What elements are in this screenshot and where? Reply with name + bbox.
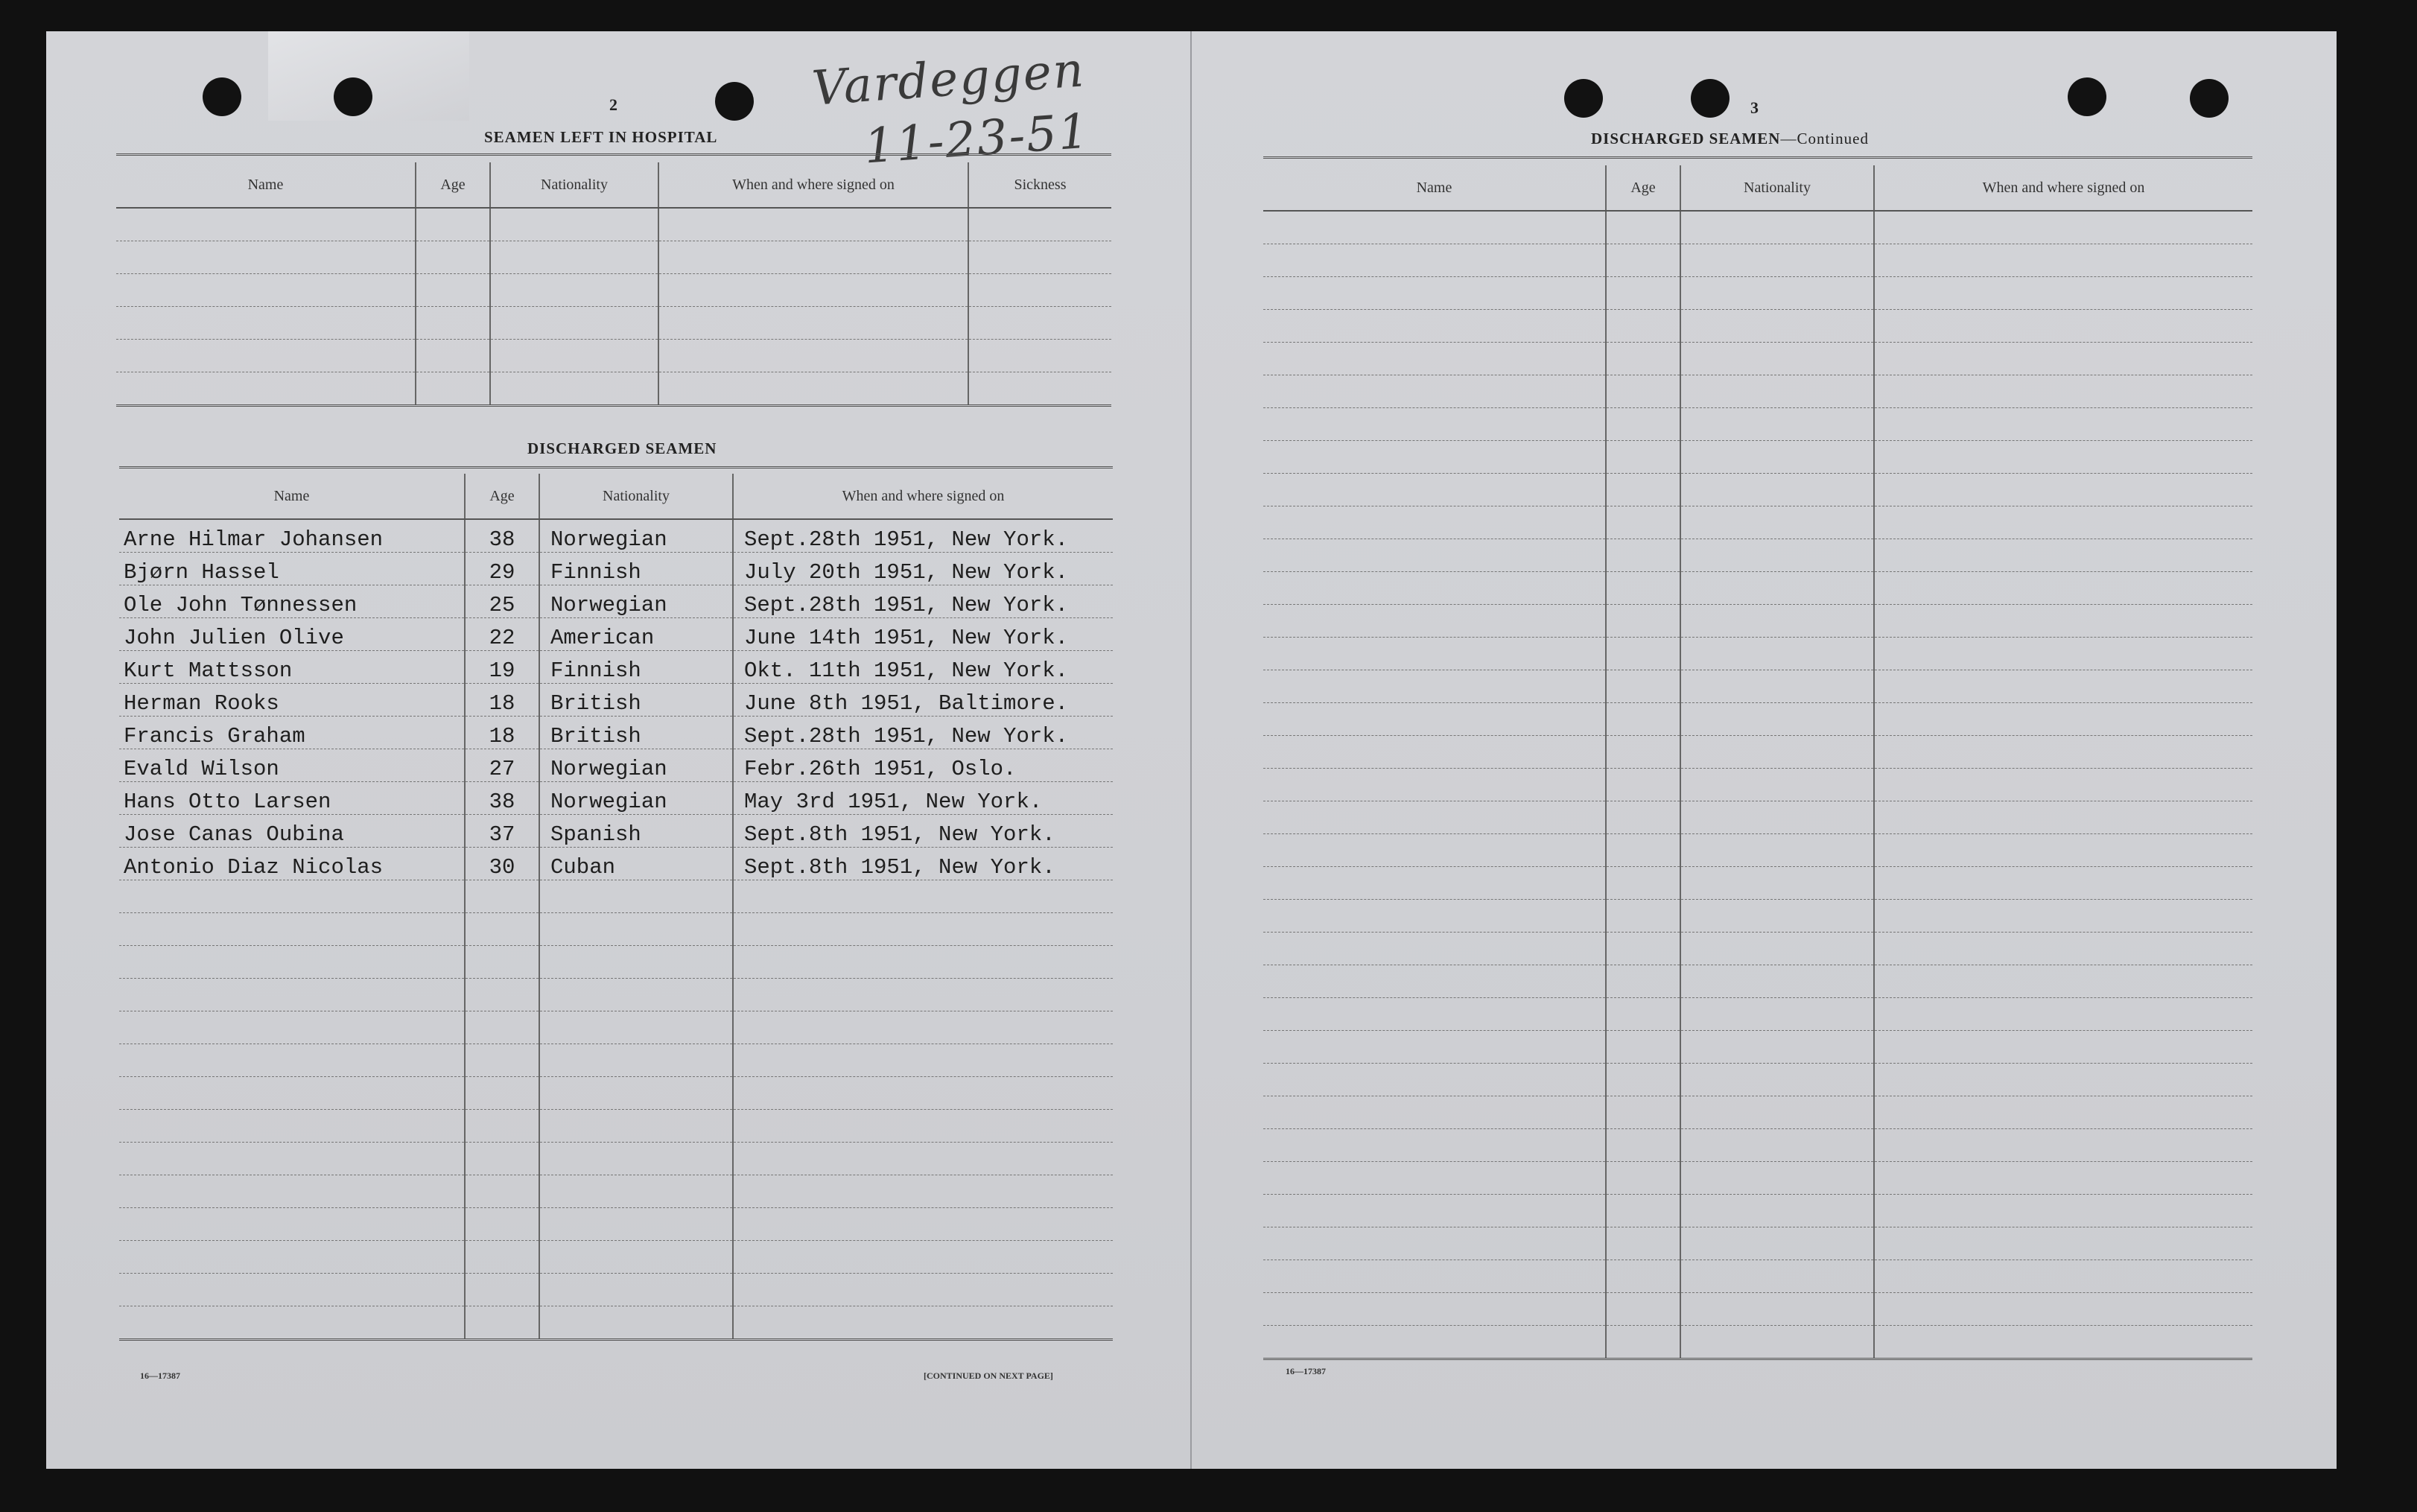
continued-note: [CONTINUED ON NEXT PAGE] [924,1370,1053,1381]
table-row [119,1274,1113,1306]
seaman-age: 29 [465,553,539,585]
table-row [119,1241,1113,1274]
seaman-nationality: American [539,618,733,651]
table-row [1263,933,2252,965]
table-row [119,717,1113,749]
table-row [1263,343,2252,375]
col-sickness: Sickness [968,162,1111,208]
seaman-age: 22 [465,618,539,651]
seaman-signed-on: May 3rd 1951, New York. [733,782,1113,815]
table-row [119,618,1113,651]
table-row [119,1175,1113,1208]
table-row [1263,1195,2252,1227]
seaman-age: 25 [465,585,539,618]
discharged-table [119,474,1113,1341]
seaman-nationality: British [539,717,733,749]
col-signed-on: When and where signed on [733,474,1113,519]
table-row [119,1208,1113,1241]
table-row [119,519,1113,553]
section-rule [119,466,1113,468]
table-row [1263,801,2252,834]
table-row [116,208,1111,241]
table-row [119,1306,1113,1340]
table-row [119,684,1113,717]
seaman-nationality: Norwegian [539,585,733,618]
seaman-name: Herman Rooks [119,684,465,717]
continued-table-header [1263,165,2252,211]
seaman-name: Bjørn Hassel [119,553,465,585]
page-number-right: 3 [1750,98,1759,117]
table-row [119,1044,1113,1077]
table-row [1263,670,2252,703]
col-age: Age [1606,165,1680,211]
table-row [1263,605,2252,638]
table-row [119,1077,1113,1110]
table-row [1263,408,2252,441]
seaman-signed-on: Sept.8th 1951, New York. [733,815,1113,848]
table-row [1263,277,2252,310]
table-row [119,1110,1113,1143]
table-row [119,979,1113,1011]
seaman-nationality: Norwegian [539,519,733,553]
table-row [1263,1031,2252,1064]
table-row [119,848,1113,880]
seaman-name: Hans Otto Larsen [119,782,465,815]
table-row [119,553,1113,585]
col-age: Age [465,474,539,519]
seaman-age: 38 [465,519,539,553]
col-age: Age [416,162,490,208]
handwritten-date: 11-23-51 [862,104,1092,175]
table-row [119,1011,1113,1044]
table-row [116,274,1111,307]
table-row [1263,1227,2252,1260]
seaman-name: Evald Wilson [119,749,465,782]
punch-hole [715,82,754,121]
seaman-signed-on: Sept.8th 1951, New York. [733,848,1113,880]
seaman-nationality: Spanish [539,815,733,848]
table-row [116,372,1111,406]
table-row [1263,474,2252,506]
seaman-age: 30 [465,848,539,880]
section-rule [116,153,1111,156]
seaman-nationality: Finnish [539,651,733,684]
table-row [1263,1162,2252,1195]
table-row [1263,834,2252,867]
table-row [1263,736,2252,769]
form-number-right: 16—17387 [1286,1366,1326,1376]
table-row [1263,572,2252,605]
punch-hole [1564,79,1603,118]
punch-hole [2068,77,2106,116]
discharged-table-header [119,474,1113,519]
table-row [1263,1260,2252,1293]
seaman-signed-on: Sept.28th 1951, New York. [733,585,1113,618]
punch-hole [1691,79,1730,118]
table-row [119,1143,1113,1175]
table-row [1263,506,2252,539]
table-row [1263,1326,2252,1359]
table-row [116,340,1111,372]
seaman-age: 18 [465,717,539,749]
table-row [1263,539,2252,572]
col-name: Name [116,162,416,208]
col-signed-on: When and where signed on [658,162,968,208]
discharged-section-title: DISCHARGED SEAMEN [527,439,717,457]
table-row [1263,998,2252,1031]
table-row [1263,638,2252,670]
seaman-signed-on: July 20th 1951, New York. [733,553,1113,585]
table-row [1263,1293,2252,1326]
seaman-signed-on: Sept.28th 1951, New York. [733,519,1113,553]
seaman-age: 18 [465,684,539,717]
hospital-section-title: SEAMEN LEFT IN HOSPITAL [484,128,718,146]
seaman-signed-on: Okt. 11th 1951, New York. [733,651,1113,684]
col-name: Name [119,474,465,519]
table-row [1263,703,2252,736]
form-number-left: 16—17387 [140,1370,180,1381]
table-row [116,241,1111,274]
hospital-table [116,162,1111,407]
seaman-name: Jose Canas Oubina [119,815,465,848]
table-row [119,913,1113,946]
seaman-age: 37 [465,815,539,848]
col-nationality: Nationality [539,474,733,519]
table-row [119,782,1113,815]
seaman-name: Francis Graham [119,717,465,749]
hospital-table-header [116,162,1111,208]
seaman-age: 38 [465,782,539,815]
handwritten-ship-name: Vardeggen [810,42,1087,117]
seaman-name: Kurt Mattsson [119,651,465,684]
seaman-name: John Julien Olive [119,618,465,651]
discharged-continued-title [1591,130,1869,148]
table-row [119,749,1113,782]
col-signed-on: When and where signed on [1874,165,2252,211]
seaman-age: 27 [465,749,539,782]
table-row [116,307,1111,340]
seaman-signed-on: Sept.28th 1951, New York. [733,717,1113,749]
discharged-continued-table [1263,165,2252,1360]
page-number-left: 2 [609,95,617,114]
col-name: Name [1263,165,1606,211]
seaman-nationality: Norwegian [539,782,733,815]
seaman-age: 19 [465,651,539,684]
table-row [119,880,1113,913]
title-text: DISCHARGED SEAMEN [1591,130,1781,147]
table-row [119,651,1113,684]
table-row [1263,900,2252,933]
table-row [1263,1129,2252,1162]
title-continued: —Continued [1780,130,1869,147]
table-row [1263,1064,2252,1096]
table-row [1263,965,2252,998]
seaman-signed-on: June 14th 1951, New York. [733,618,1113,651]
table-row [1263,244,2252,277]
seaman-signed-on: June 8th 1951, Baltimore. [733,684,1113,717]
seaman-name: Antonio Diaz Nicolas [119,848,465,880]
table-row [119,585,1113,618]
seaman-name: Arne Hilmar Johansen [119,519,465,553]
seaman-nationality: Cuban [539,848,733,880]
seaman-nationality: Norwegian [539,749,733,782]
punch-hole [203,77,241,116]
col-nationality: Nationality [1680,165,1874,211]
table-row [1263,1096,2252,1129]
table-row [1263,867,2252,900]
section-rule [1263,156,2252,159]
punch-hole [334,77,372,116]
table-row [1263,375,2252,408]
table-row [1263,769,2252,801]
table-row [119,946,1113,979]
center-fold [1190,31,1192,1469]
seaman-name: Ole John Tønnessen [119,585,465,618]
punch-hole [2190,79,2229,118]
seaman-nationality: Finnish [539,553,733,585]
table-row [1263,310,2252,343]
table-row [1263,441,2252,474]
table-row [1263,211,2252,244]
table-row [119,815,1113,848]
seaman-nationality: British [539,684,733,717]
seaman-signed-on: Febr.26th 1951, Oslo. [733,749,1113,782]
col-nationality: Nationality [490,162,658,208]
